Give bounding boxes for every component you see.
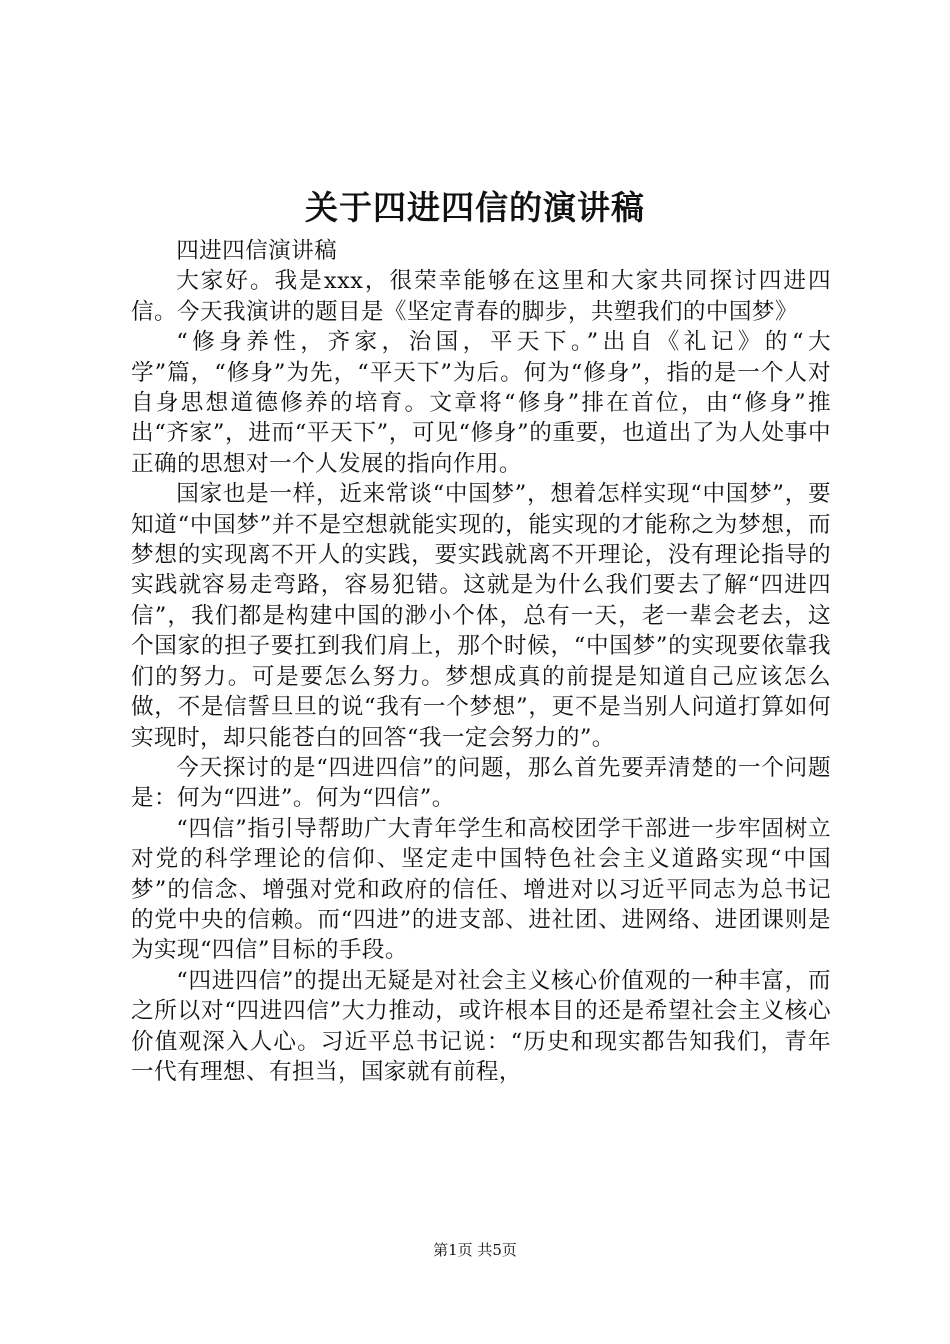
paragraph: 大家好。我是xxx，很荣幸能够在这里和大家共同探讨四进四信。今天我演讲的题目是《坚定青春的脚步，共塑我们的中国梦》 xyxy=(131,268,831,325)
paragraph: 今天探讨的是“四进四信”的问题，那么首先要弄清楚的一个问题是：何为“四进”。何为“四信”。 xyxy=(131,754,831,812)
page-number-footer: 第1页 共5页 xyxy=(433,1241,517,1259)
paragraph: “四进四信”的提出无疑是对社会主义核心价值观的一种丰富，而之所以对“四进四信”大力推动，或许根本目的还是希望社会主义核心价值观深入人心。习近平总书记说：“历史和现实都告知我们，青年一代有理想、有担当，国家就有前程， xyxy=(131,967,831,1085)
paragraph: 国家也是一样，近来常谈“中国梦”，想着怎样实现“中国梦”，要知道“中国梦”并不是空想就能实现的，能实现的才能称之为梦想，而梦想的实现离不开人的实践，要实践就离不开理论，没有理论指导的实践就容易走弯路，容易犯错。这就是为什么我们要去了解“四进四信”，我们都是构建中国的渺小个体，总有一天，老一辈会老去，这个国家的担子要扛到我们肩上，那个时候，“中国梦”的实现要依靠我们的努力。可是要怎么努力。梦想成真的前提是知道自己应该怎么做，不是信誓旦旦的说“我有一个梦想”，更不是当别人问道打算如何实现时，却只能苍白的回答“我一定会努力的”。 xyxy=(131,481,831,751)
paragraph-heading: 四进四信演讲稿 xyxy=(176,238,338,264)
document-body xyxy=(131,236,831,1087)
paragraph: “修身养性，齐家，治国，平天下。”出自《礼记》的“大学”篇，“修身”为先，“平天下”为后。何为“修身”，指的是一个人对自身思想道德修养的培育。文章将“修身”排在首位，由“修身”推出“齐家”，进而“平天下”，可见“修身”的重要，也道出了为人处事中正确的思想对一个人发展的指向作用。 xyxy=(131,329,831,477)
document-title: 关于四进四信的演讲稿 xyxy=(305,188,645,227)
paragraph: “四信”指引导帮助广大青年学生和高校团学干部进一步牢固树立对党的科学理论的信仰、坚定走中国特色社会主义道路实现“中国梦”的信念、增强对党和政府的信任、增进对以习近平同志为总书记的党中央的信赖。而“四进”的进支部、进社团、进网络、进团课则是为实现“四信”目标的手段。 xyxy=(131,815,831,964)
